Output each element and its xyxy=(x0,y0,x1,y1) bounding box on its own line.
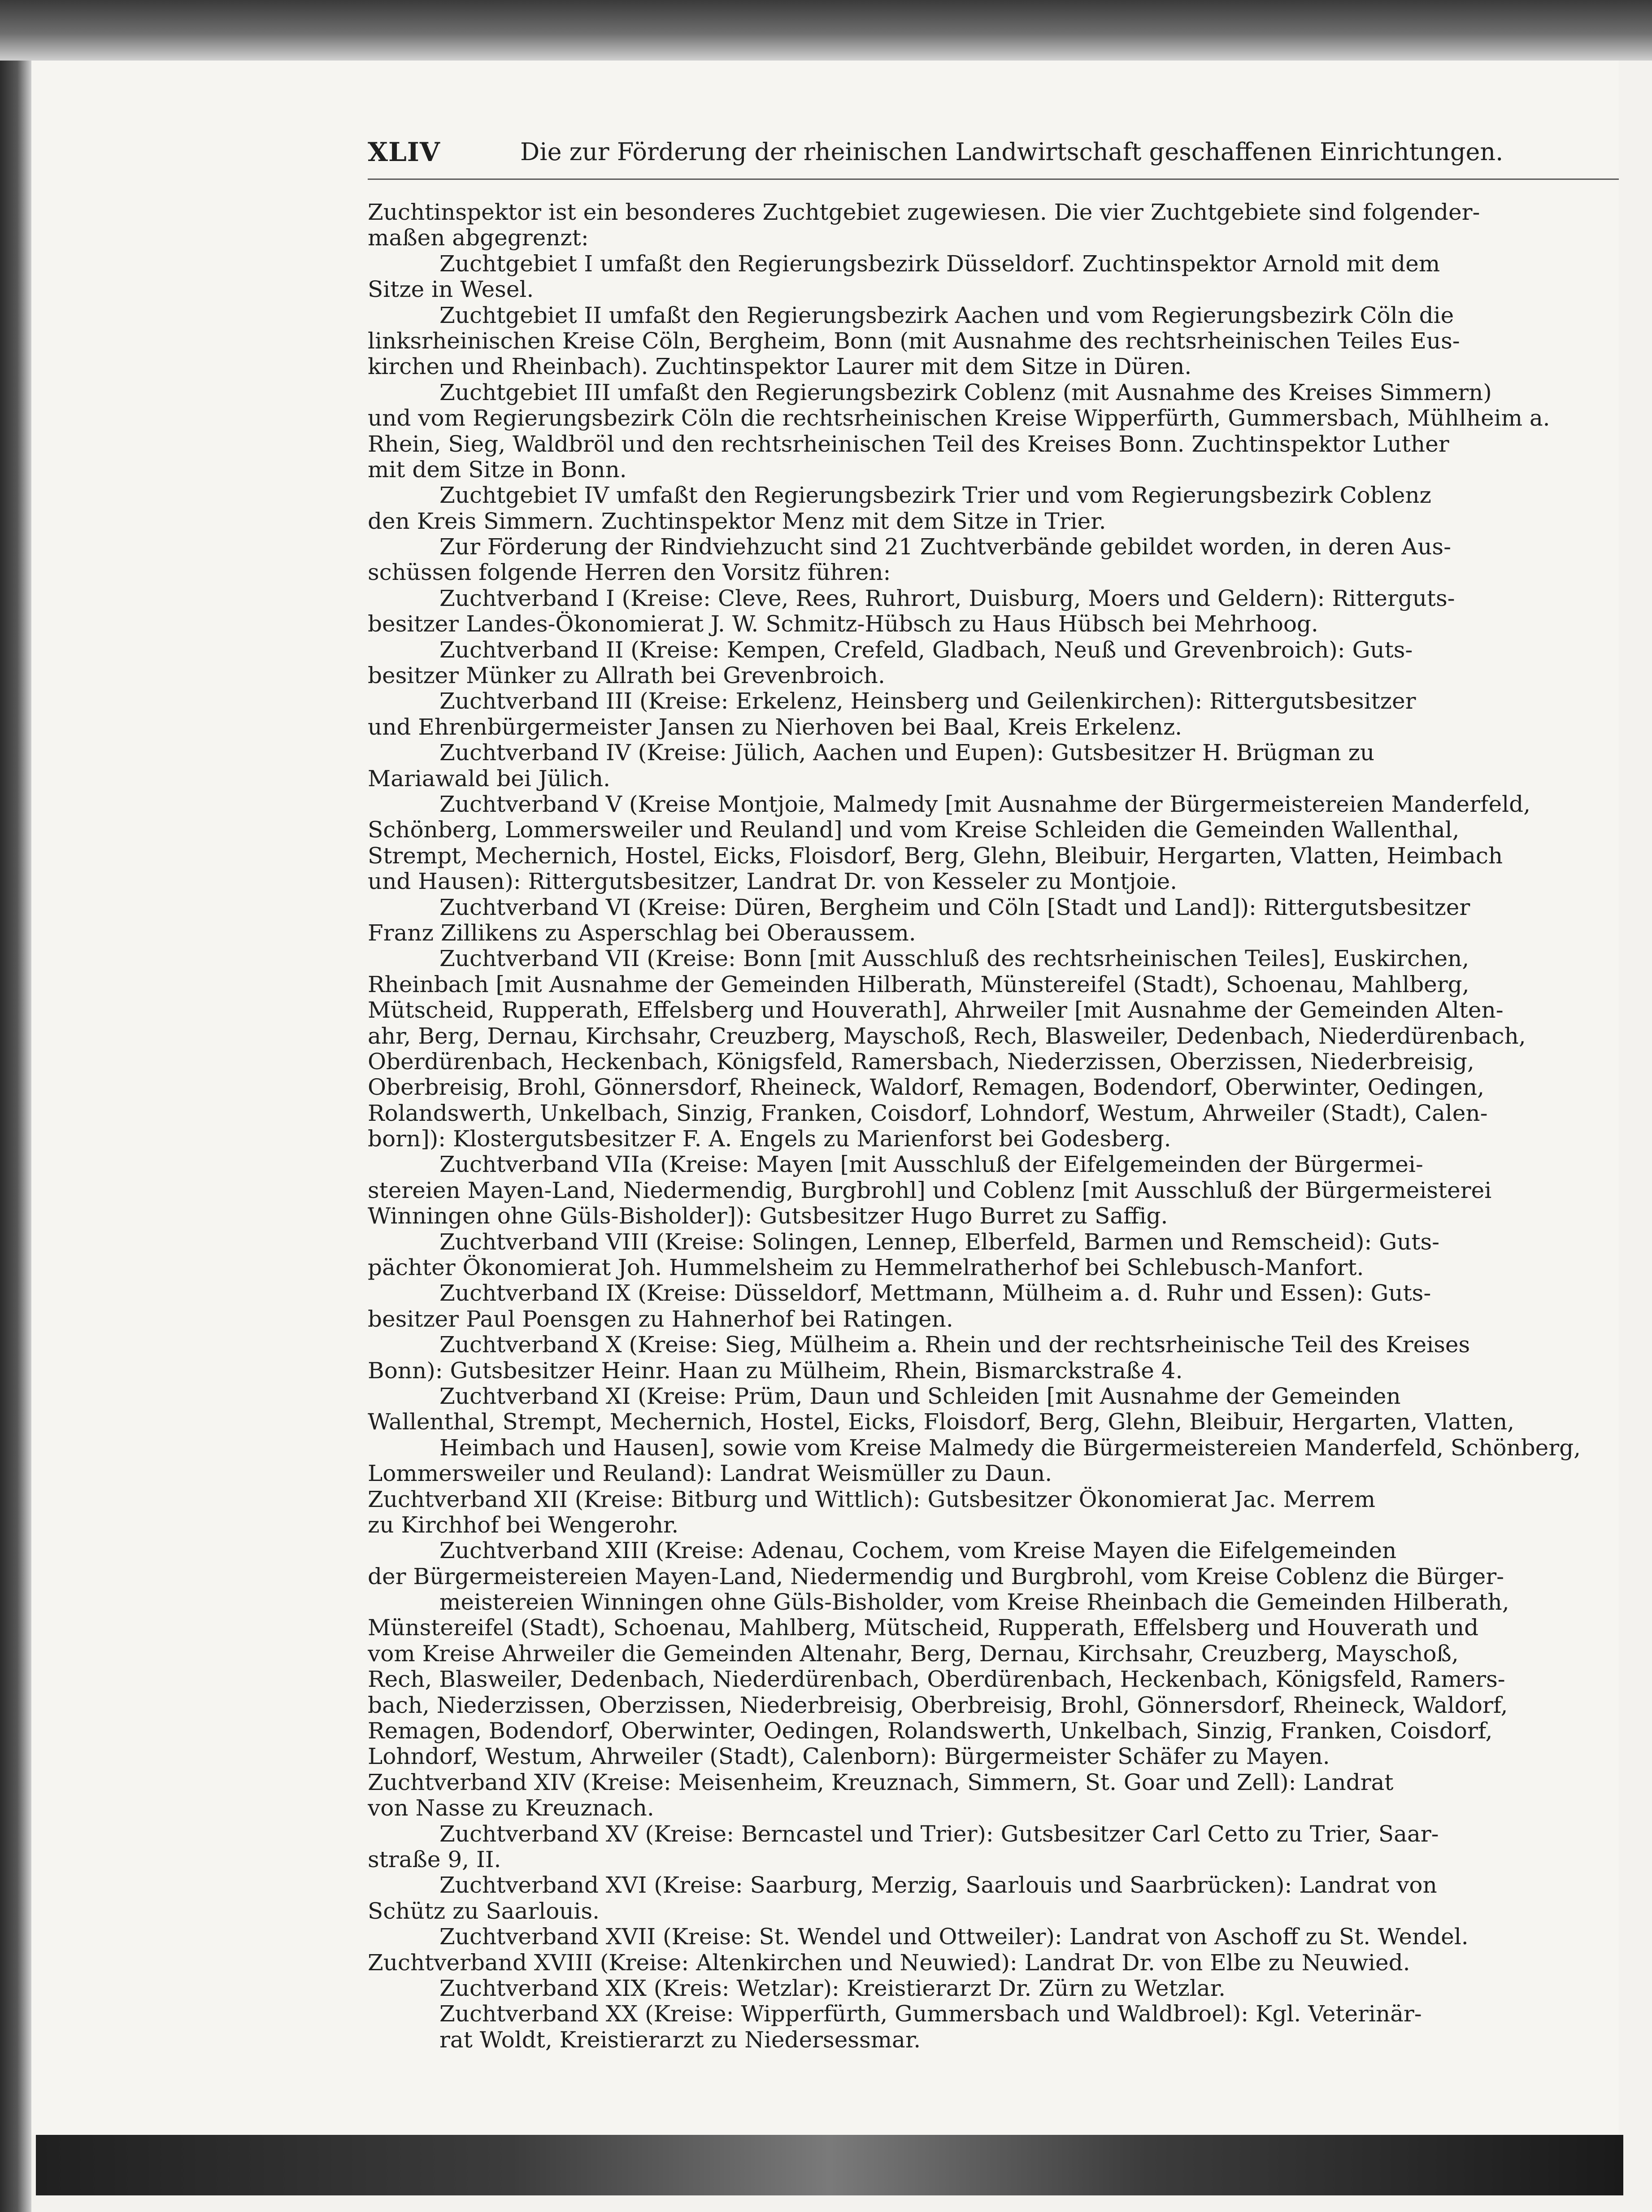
text-line: Schütz zu Saarlouis. xyxy=(368,1898,600,1924)
text-line: und Ehrenbürgermeister Jansen zu Nierhoven bei Baal, Kreis Erkelenz. xyxy=(368,714,1182,740)
text-line: Zur Förderung der Rindviehzucht sind 21 Zuchtverbände gebildet worden, in deren Aus- xyxy=(439,534,1451,560)
text-line: Zuchtverband XIV (Kreise: Meisenheim, Kreuznach, Simmern, St. Goar und Zell): Landrat xyxy=(368,1769,1394,1795)
scan-edge-bottom xyxy=(36,2135,1623,2195)
text-line: Zuchtgebiet I umfaßt den Regierungsbezirk Düsseldorf. Zuchtinspektor Arnold mit dem xyxy=(439,251,1440,277)
text-line: Zuchtverband VII (Kreise: Bonn [mit Ausschluß des rechtsrheinischen Teiles], Euskirchen, xyxy=(439,946,1469,972)
scan-edge-left xyxy=(0,0,31,2212)
text-line: linksrheinischen Kreise Cöln, Bergheim, Bonn (mit Ausnahme des rechtsrheinischen Teiles Eus- xyxy=(368,328,1460,354)
text-line: Zuchtverband II (Kreise: Kempen, Crefeld, Gladbach, Neuß und Grevenbroich): Guts- xyxy=(439,637,1413,663)
text-line: kirchen und Rheinbach). Zuchtinspektor Laurer mit dem Sitze in Düren. xyxy=(368,354,1192,380)
text-line: Zuchtverband XIII (Kreise: Adenau, Cochem, vom Kreise Mayen die Eifelgemeinden xyxy=(439,1538,1397,1564)
text-line: Zuchtverband VI (Kreise: Düren, Bergheim und Cöln [Stadt und Land]): Rittergutsbesitzer xyxy=(439,894,1470,920)
text-line: Zuchtverband XII (Kreise: Bitburg und Wittlich): Gutsbesitzer Ökonomierat Jac. Merrem xyxy=(368,1486,1376,1512)
text-line: schüssen folgende Herren den Vorsitz führen: xyxy=(368,560,891,586)
text-line: Franz Zillikens zu Asperschlag bei Oberaussem. xyxy=(368,920,916,946)
text-line: stereien Mayen-Land, Niedermendig, Burgbrohl] und Coblenz [mit Ausschluß der Bürgermeisterei xyxy=(368,1177,1492,1203)
text-line: mit dem Sitze in Bonn. xyxy=(368,457,627,483)
text-line: Zuchtinspektor ist ein besonderes Zuchtgebiet zugewiesen. Die vier Zuchtgebiete sind folgender- xyxy=(368,200,1480,225)
text-line: Münstereifel (Stadt), Schoenau, Mahlberg, Mütscheid, Rupperath, Effelsberg und Houverath und xyxy=(368,1615,1479,1641)
text-line: Strempt, Mechernich, Hostel, Eicks, Floisdorf, Berg, Glehn, Bleibuir, Hergarten, Vlatten, Heimbach xyxy=(368,843,1503,869)
text-line: Mütscheid, Rupperath, Effelsberg und Houverath], Ahrweiler [mit Ausnahme der Gemeinden Alten- xyxy=(368,997,1504,1023)
text-line: Mariawald bei Jülich. xyxy=(368,766,611,792)
text-line: Zuchtverband XVII (Kreise: St. Wendel und Ottweiler): Landrat von Aschoff zu St. Wendel. xyxy=(439,1924,1469,1950)
text-line: Zuchtverband VIIa (Kreise: Mayen [mit Ausschluß der Eifelgemeinden der Bürgermei- xyxy=(439,1152,1423,1178)
text-line: den Kreis Simmern. Zuchtinspektor Menz mit dem Sitze in Trier. xyxy=(368,508,1106,534)
body-text xyxy=(368,200,1632,2104)
text-line: born]): Klostergutsbesitzer F. A. Engels zu Marienforst bei Godesberg. xyxy=(368,1126,1171,1152)
text-line: und Hausen): Rittergutsbesitzer, Landrat Dr. von Kesseler zu Montjoie. xyxy=(368,869,1178,895)
text-line: Rech, Blasweiler, Dedenbach, Niederdürenbach, Oberdürenbach, Heckenbach, Königsfeld, Ramers- xyxy=(368,1667,1505,1693)
text-line: Bonn): Gutsbesitzer Heinr. Haan zu Mülheim, Rhein, Bismarckstraße 4. xyxy=(368,1358,1183,1384)
text-line: Rhein, Sieg, Waldbröl und den rechtsrheinischen Teil des Kreises Bonn. Zuchtinspektor Luther xyxy=(368,431,1449,457)
text-line: zu Kirchhof bei Wengerohr. xyxy=(368,1512,679,1538)
text-line: Rolandswerth, Unkelbach, Sinzig, Franken, Coisdorf, Lohndorf, Westum, Ahrweiler (Stadt), Calen- xyxy=(368,1100,1488,1126)
text-line: Lommersweiler und Reuland): Landrat Weismüller zu Daun. xyxy=(368,1461,1052,1487)
text-line: Remagen, Bodendorf, Oberwinter, Oedingen, Rolandswerth, Unkelbach, Sinzig, Franken, Coisdorf, xyxy=(368,1718,1493,1744)
text-line: bach, Niederzissen, Oberzissen, Niederbreisig, Oberbreisig, Brohl, Gönnersdorf, Rheineck, Waldorf, xyxy=(368,1692,1508,1718)
text-line: Zuchtverband IX (Kreise: Düsseldorf, Mettmann, Mülheim a. d. Ruhr und Essen): Guts- xyxy=(439,1280,1431,1306)
text-line: meistereien Winningen ohne Güls-Bisholder, vom Kreise Rheinbach die Gemeinden Hilberath, xyxy=(439,1589,1509,1615)
text-line: Zuchtgebiet III umfaßt den Regierungsbezirk Coblenz (mit Ausnahme des Kreises Simmern) xyxy=(439,379,1492,405)
text-line: Zuchtverband XX (Kreise: Wipperfürth, Gummersbach und Waldbroel): Kgl. Veterinär- xyxy=(439,2001,1422,2027)
text-line: Lohndorf, Westum, Ahrweiler (Stadt), Calenborn): Bürgermeister Schäfer zu Mayen. xyxy=(368,1744,1330,1770)
text-line: maßen abgegrenzt: xyxy=(368,225,589,251)
text-line: Winningen ohne Güls-Bisholder]): Gutsbesitzer Hugo Burret zu Saffig. xyxy=(368,1203,1168,1229)
text-line: Sitze in Wesel. xyxy=(368,277,534,303)
text-line: ahr, Berg, Dernau, Kirchsahr, Creuzberg, Mayschoß, Rech, Blasweiler, Dedenbach, Niederdürenbach, xyxy=(368,1023,1526,1049)
text-line: Rheinbach [mit Ausnahme der Gemeinden Hilberath, Münstereifel (Stadt), Schoenau, Mahlberg, xyxy=(368,971,1469,997)
text-line: Oberbreisig, Brohl, Gönnersdorf, Rheineck, Waldorf, Remagen, Bodendorf, Oberwinter, Oedingen, xyxy=(368,1075,1484,1101)
text-line: Wallenthal, Strempt, Mechernich, Hostel, Eicks, Floisdorf, Berg, Glehn, Bleibuir, Hergarten, Vlatten, xyxy=(368,1409,1515,1435)
header-rule xyxy=(368,179,1619,180)
text-line: Zuchtverband XIX (Kreis: Wetzlar): Kreistierarzt Dr. Zürn zu Wetzlar. xyxy=(439,1975,1226,2001)
text-line xyxy=(368,2079,1632,2104)
text-line: straße 9, II. xyxy=(368,1847,501,1872)
text-line xyxy=(368,2053,1632,2078)
text-line: Schönberg, Lommersweiler und Reuland] und vom Kreise Schleiden die Gemeinden Wallenthal, xyxy=(368,817,1460,843)
text-line: pächter Ökonomierat Joh. Hummelsheim zu Hemmelratherhof bei Schlebusch-Manfort. xyxy=(368,1255,1364,1281)
text-line: rat Woldt, Kreistierarzt zu Niedersessmar. xyxy=(439,2027,921,2053)
text-line: vom Kreise Ahrweiler die Gemeinden Altenahr, Berg, Dernau, Kirchsahr, Creuzberg, Mayschoß, xyxy=(368,1641,1459,1667)
text-line: Zuchtverband I (Kreise: Cleve, Rees, Ruhrort, Duisburg, Moers und Geldern): Ritterguts- xyxy=(439,585,1455,611)
text-line: besitzer Paul Poensgen zu Hahnerhof bei Ratingen. xyxy=(368,1306,953,1332)
text-line: besitzer Münker zu Allrath bei Grevenbroich. xyxy=(368,663,885,689)
text-line: Heimbach und Hausen], sowie vom Kreise Malmedy die Bürgermeistereien Manderfeld, Schönberg, xyxy=(439,1435,1581,1461)
text-line: Zuchtverband VIII (Kreise: Solingen, Lennep, Elberfeld, Barmen und Remscheid): Guts- xyxy=(439,1229,1440,1255)
text-line: Zuchtgebiet II umfaßt den Regierungsbezirk Aachen und vom Regierungsbezirk Cöln die xyxy=(439,302,1454,328)
text-line: besitzer Landes-Ökonomierat J. W. Schmitz-Hübsch zu Haus Hübsch bei Mehrhoog. xyxy=(368,611,1318,637)
text-line: der Bürgermeistereien Mayen-Land, Niedermendig und Burgbrohl, vom Kreise Coblenz die Bürger- xyxy=(368,1563,1504,1589)
text-line: Zuchtverband XVI (Kreise: Saarburg, Merzig, Saarlouis und Saarbrücken): Landrat von xyxy=(439,1872,1437,1898)
text-line: Zuchtverband XVIII (Kreise: Altenkirchen und Neuwied): Landrat Dr. von Elbe zu Neuwied. xyxy=(368,1950,1410,1976)
text-line: Zuchtverband IV (Kreise: Jülich, Aachen und Eupen): Gutsbesitzer H. Brügman zu xyxy=(439,740,1375,766)
text-line: Zuchtverband V (Kreise Montjoie, Malmedy [mit Ausnahme der Bürgermeistereien Manderfeld, xyxy=(439,791,1531,817)
running-title: Die zur Förderung der rheinischen Landwirtschaft geschaffenen Einrichtungen. xyxy=(520,138,1504,166)
text-line: von Nasse zu Kreuznach. xyxy=(368,1795,654,1821)
text-line: Oberdürenbach, Heckenbach, Königsfeld, Ramersbach, Niederzissen, Oberzissen, Niederbreisig, xyxy=(368,1049,1474,1075)
page-header xyxy=(368,137,1623,177)
text-line: Zuchtverband III (Kreise: Erkelenz, Heinsberg und Geilenkirchen): Rittergutsbesitzer xyxy=(439,688,1416,714)
text-line: Zuchtverband XI (Kreise: Prüm, Daun und Schleiden [mit Ausnahme der Gemeinden xyxy=(439,1383,1401,1409)
text-line: Zuchtverband XV (Kreise: Berncastel und Trier): Gutsbesitzer Carl Cetto zu Trier, Saar- xyxy=(439,1821,1439,1847)
page-number: XLIV xyxy=(368,137,440,167)
text-line: Zuchtverband X (Kreise: Sieg, Mülheim a. Rhein und der rechtsrheinische Teil des Kreises xyxy=(439,1332,1470,1358)
text-line: Zuchtgebiet IV umfaßt den Regierungsbezirk Trier und vom Regierungsbezirk Coblenz xyxy=(439,483,1431,509)
text-line: und vom Regierungsbezirk Cöln die rechtsrheinischen Kreise Wipperfürth, Gummersbach, Mühlheim a. xyxy=(368,405,1550,431)
scan-edge-top xyxy=(0,0,1652,61)
